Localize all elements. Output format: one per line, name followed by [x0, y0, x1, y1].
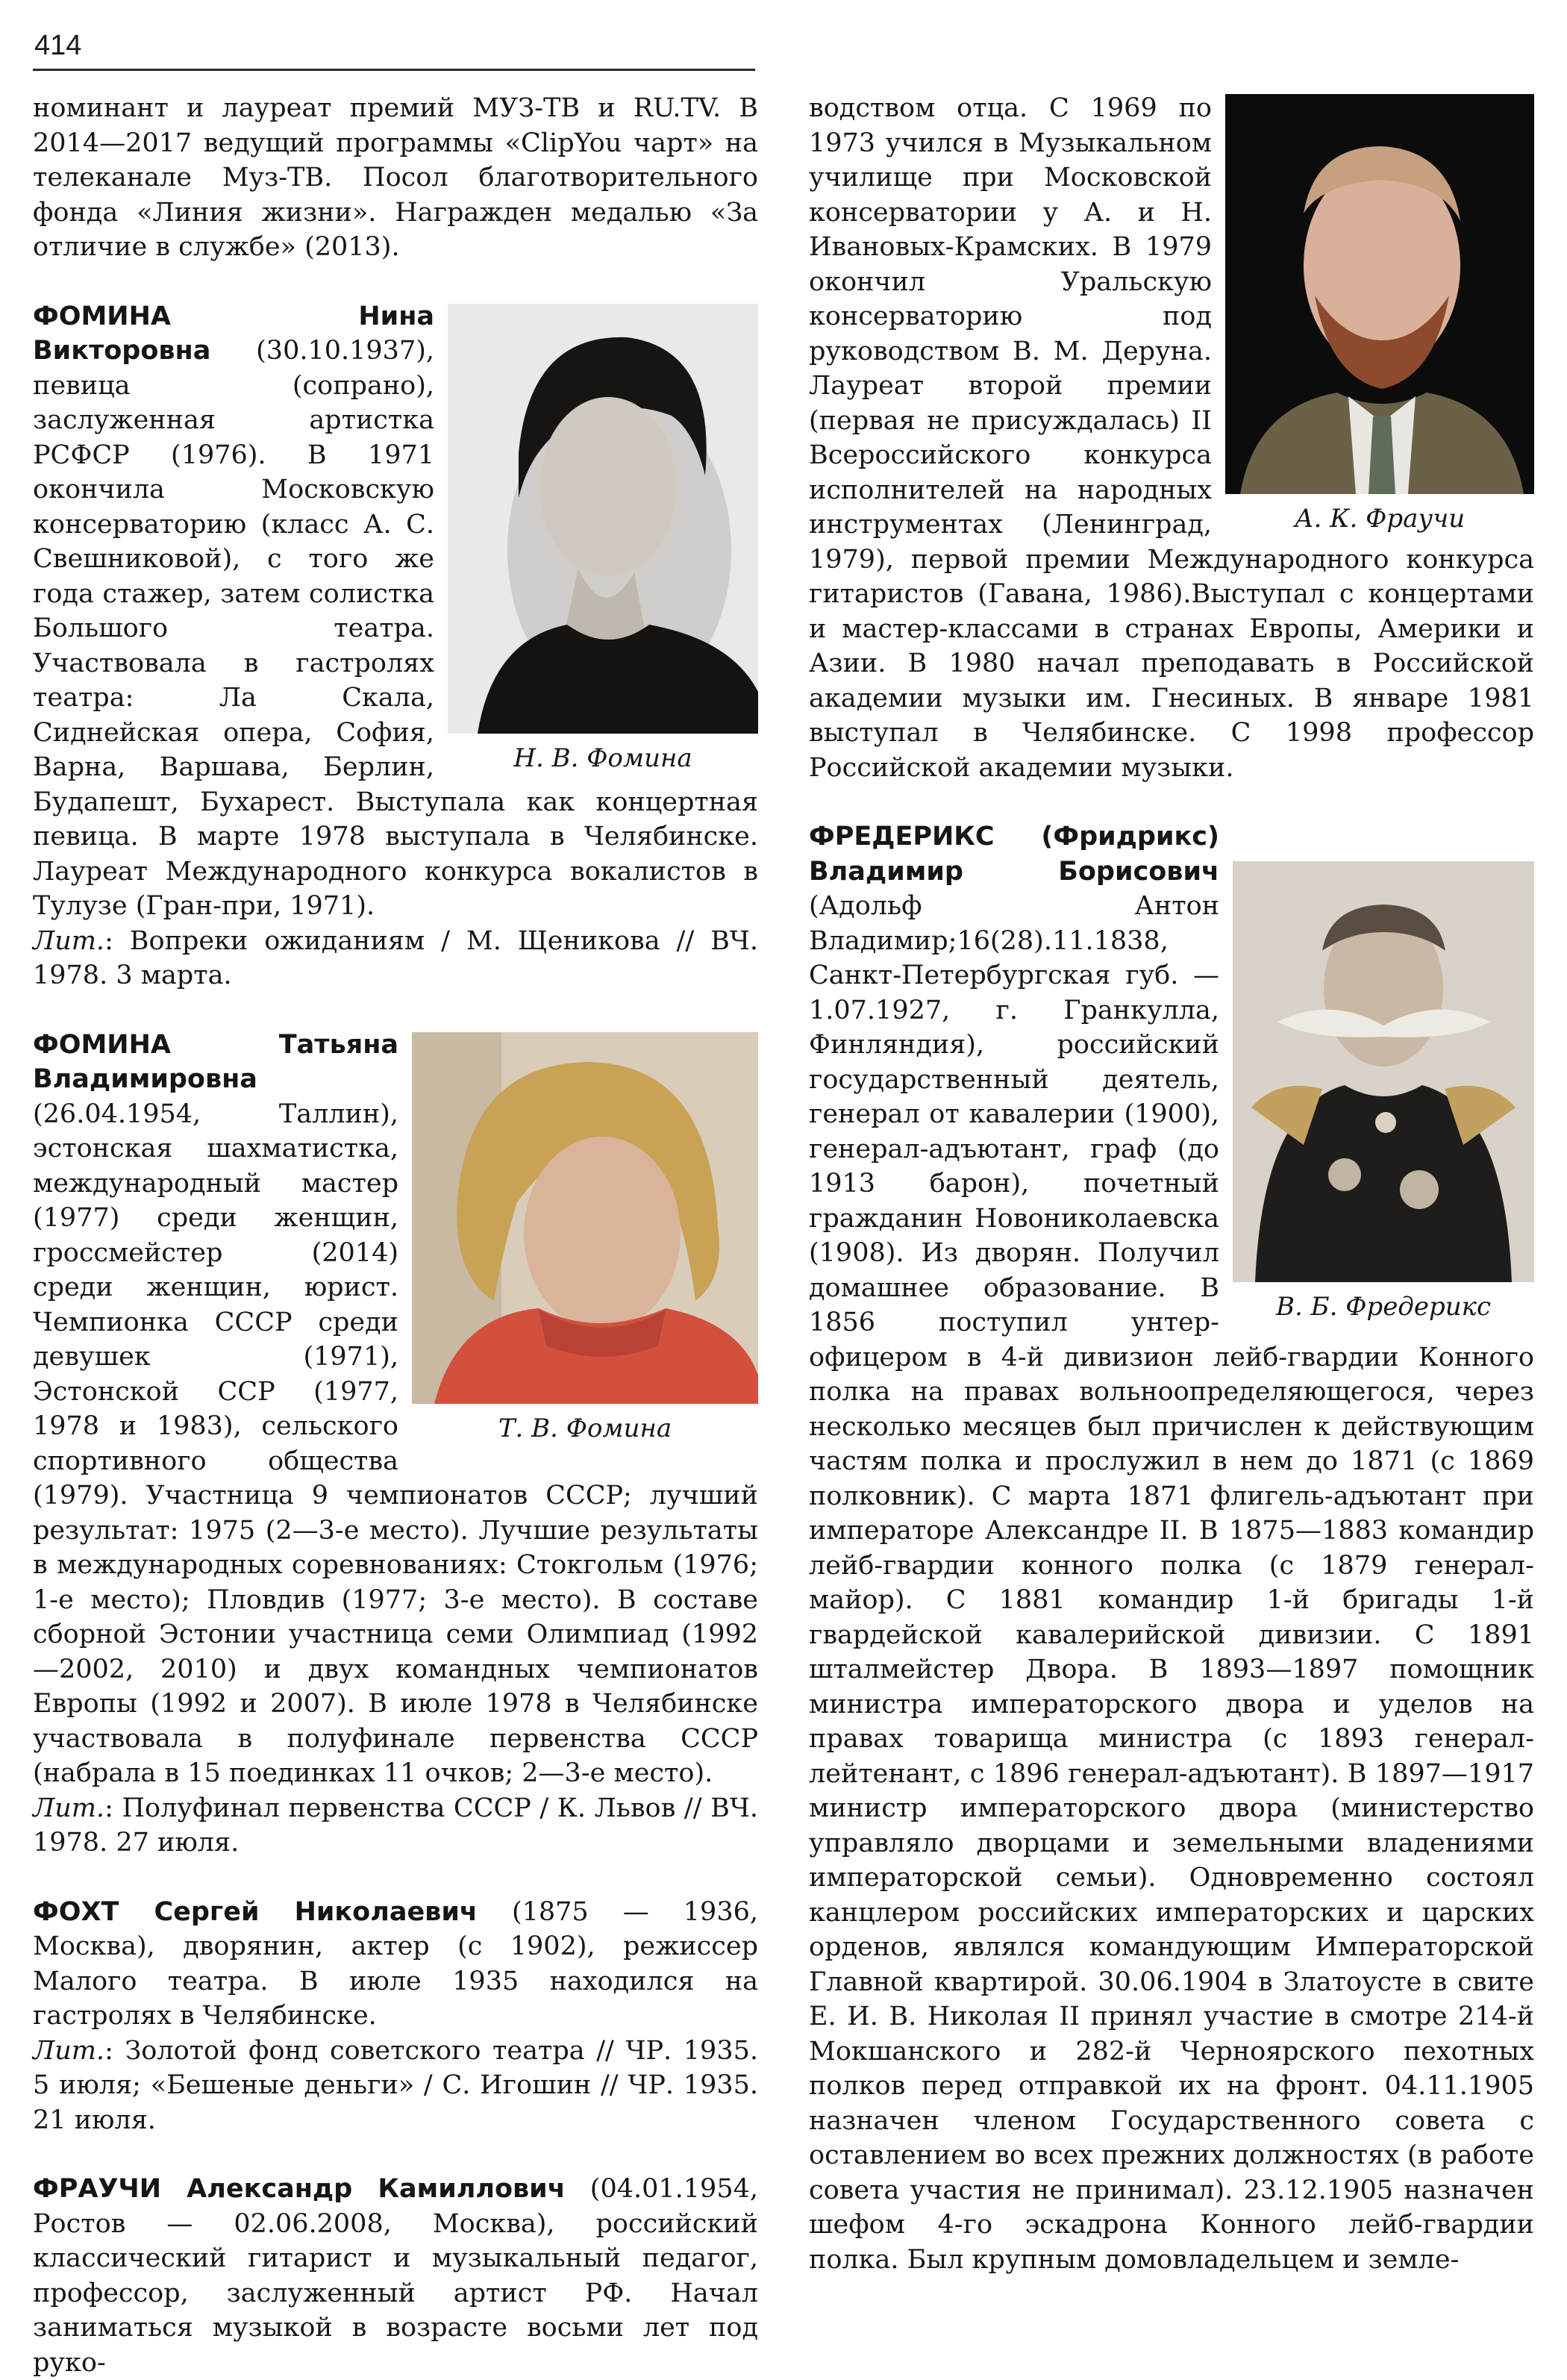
entry-text-intro: (Адольф Антон Владимир;16(28).11.1838, Санкт-Петербургская губ. — 1.07.1927, г. Гранкулла, Финляндия), российский государственный деятель, генерал от кавалерии (1900), генерал-адъютант, граф (до 1913 барон), почетный гражданин Новониколаевска (1908). Из дворян. Получил домашнее образование. В 1856 поступил унтер-офицером в 4-й дивизион лейб-гвардии Конного полка на правах вольноопределяющегося, через несколько месяцев был причислен к действующим частям полка и прослужил в нем до 1871 (с 1869 полковник). С марта 1871 флигель-адъютант при императоре Александре II. В 1875—1883 командир лейб-гвардии конного полка (с 1879 генерал-майор). С 1881 командир 1-й бригады 1-й гвардейской кавалерийской дивизии. С 1891 шталмейстер Двора. В 1893—1897 помощник министра императорского двора и уделов на правах товарища министра (с 1893 генерал-лейтенант, с 1896 генерал-адъютант). В 1897—1917 министр императорского двора (министерство управляло дворцами и земельными владениями императорской семьи). Одновременно состоял канцлером российских императорских и царских орденов, являлся командующим Императорской Главной квартирой. 30.06.1904 в Златоусте в свите Е. И. В. Николая II принял участие в смотре 214-й Мокшанского и 282-й Черноярского пехотных полков перед отправкой их на фронт. 04.11.1905 назначен членом Государственного совета с оставлением во всех прежних должностях (в работе совета участия не принимал). 23.12.1905 назначен шефом 4-го эскадрона Конного лейб-гвардии полка. Был крупным домовладельцем и земле- [809, 891, 1534, 2275]
photo-caption: Н. В. Фомина [513, 743, 692, 773]
entry-text: (26.04.1954, Таллин), эстонская шахматистка, международный мастер (1977) среди женщин, гроссмейстер (2014) среди женщин, юрист. Чемпионка СССР среди девушек (1971), Эстонской ССР (1977, 1978 и 1983), сельского спортивного общества (1979). Участница 9 чемпионатов СССР; лучший результат: 1975 (2—3-е место). Лучшие результаты в международных соревнованиях: Стокгольм (1976; 1-е место); Пловдив (1977; 3-е место). В составе сборной Эстонии участница семи Олимпиад (1992—2002, 2010) и двух командных чемпионатов Европы (1992 и 2007). В июле 1978 в Челябинске участвовала в полуфинале первенства СССР (набрала в 15 поединках 11 очков; 2—3-е место). [33, 1099, 758, 1788]
figure-fomina-nina [448, 304, 758, 775]
entry-fomina-nina [33, 299, 758, 993]
entry-frederiks [809, 819, 1534, 2277]
portrait-photo-frederiks [1233, 861, 1534, 1282]
literature-label: Лит. [33, 925, 105, 956]
portrait-photo-fomina-nina [448, 304, 758, 734]
figure-frauchi [1225, 94, 1534, 536]
entry-headword: ФРЕДЕРИКС (Фридрикс) Владимир Борисович [809, 822, 1219, 887]
portrait-photo-fomina-tatiana [412, 1032, 758, 1404]
portrait-photo-frauchi [1225, 94, 1534, 494]
literature-text: : Полуфинал первенства СССР / К. Львов // ВЧ. 1978. 27 июля. [33, 1793, 758, 1858]
literature-text: : Вопреки ожиданиям / М. Щеникова // ВЧ. 1978. 3 марта. [33, 925, 758, 990]
literature-label: Лит. [33, 2035, 105, 2066]
entry-headword: ФОМИНА Нина Викторовна [33, 301, 434, 366]
entry-frauchi [33, 2172, 758, 2380]
left-column [33, 91, 758, 2380]
photo-caption: В. Б. Фредерикс [1276, 1292, 1491, 1322]
entry-text: (04.01.1954, Ростов — 02.06.2008, Москва), российский классический гитарист и музыкальный педагог, профессор, заслуженный артист РФ. Начал заниматься музыкой в возрасте восьми лет под руко- [33, 2174, 758, 2378]
entry-headword: ФОМИНА Татьяна Владимировна [33, 1029, 398, 1094]
figure-frederiks [1233, 861, 1534, 1324]
literature-text: : Золотой фонд советского театра // ЧР. 1935. 5 июля; «Бешеные деньги» / С. Игошин // ЧР. 1935. 21 июля. [33, 2035, 758, 2135]
entry-headword: ФРАУЧИ Александр Камиллович [33, 2174, 566, 2204]
entry-fokht [33, 1895, 758, 2138]
entry-text: (30.10.1937), певица (сопрано), заслуженная артистка РСФСР (1976). В 1971 окончила Московскую консерваторию (класс А. С. Свешниковой), с того же года стажер, затем солистка Большого театра. Участвовала в гастролях театра: Ла Скала, Сиднейская опера, София, Варна, Варшава, Берлин, Будапешт, Бухарест. Выступала как концертная певица. В марте 1978 выступала в Челябинске. Лауреат Международного конкурса вокалистов в Тулузе (Гран-при, 1971). [33, 336, 758, 921]
entry-text: (1875 — 1936, Москва), дворянин, актер (с 1902), режиссер Малого театра. В июле 1935 находился на гастролях в Челябинске. [33, 1896, 758, 2031]
photo-caption: А. К. Фраучи [1294, 504, 1466, 534]
right-column [809, 91, 1534, 2277]
header-rule [33, 69, 755, 71]
entry-headword: ФОХТ Сергей Николаевич [33, 1896, 478, 1927]
figure-fomina-tatiana [412, 1032, 758, 1446]
continued-entry-text: номинант и лауреат премий МУЗ-ТВ и RU.TV. В 2014—2017 ведущий программы «ClipYou чарт» на телеканале Муз-ТВ. Посол благотворительного фонда «Линия жизни». Награжден медалью «За отличие в службе» (2013). [33, 93, 758, 262]
literature-label: Лит. [33, 1793, 105, 1823]
entry-frauchi-continued [809, 91, 1534, 785]
entry-fomina-tatiana [33, 1028, 758, 1861]
photo-caption: Т. В. Фомина [498, 1413, 672, 1443]
page-number: 414 [34, 30, 82, 61]
continued-entry-text: водством отца. С 1969 по 1973 учился в Музыкальном училище при Московской консерватории у А. и Н. Ивановых-Крамских. В 1979 окончил Уральскую консерваторию под руководством В. М. Деруна. Лауреат второй премии (первая не присуждалась) II Всероссийского конкурса исполнителей на народных инструментах (Ленинград, 1979), первой премии Международного конкурса гитаристов (Гавана, 1986).Выступал с концертами и мастер-классами в странах Европы, Америки и Азии. В 1980 начал преподавать в Российской академии музыки им. Гнесиных. В январе 1981 выступал в Челябинске. С 1998 профессор Российской академии музыки. [809, 93, 1534, 783]
